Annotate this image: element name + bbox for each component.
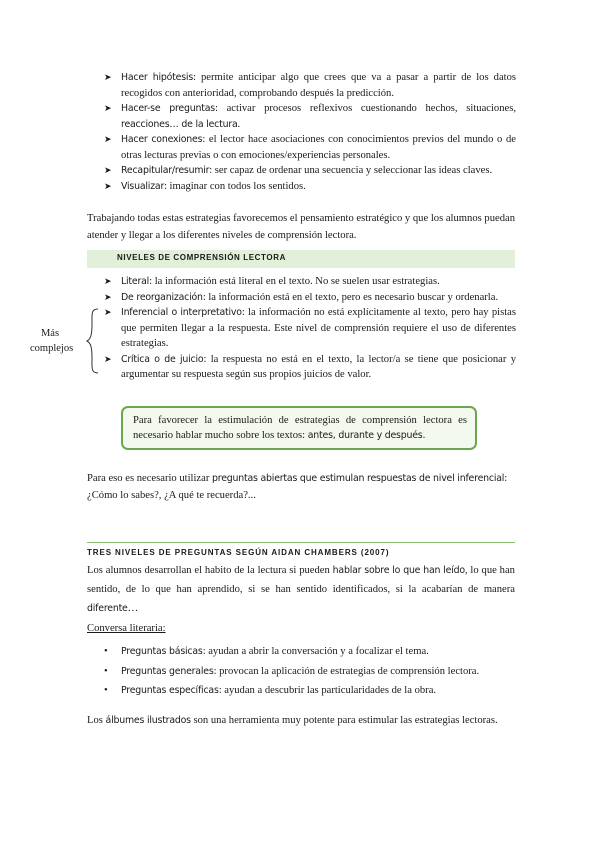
intro-paragraph: Trabajando todas estas estrategias favorecemos el pensamiento estratégico y que los alumnos puedan atender y llegar a los diferentes niveles de comprensión lectora.: [87, 213, 515, 241]
list-item: ➤ Inferencial o interpretativo: la información no está explícitamente al texto, pero hay pistas que permiten llegar a la respuesta. Este nivel de comprensión requiere el uso de diferentes estrategias.: [104, 307, 516, 349]
question-types-list: [104, 642, 516, 701]
levels-heading: NIVELES DE COMPRENSIÓN LECTORA: [87, 250, 515, 268]
list-item: ➤ De reorganización: la información está en el texto, pero es necesario buscar y ordenarla.: [104, 290, 516, 306]
questions-paragraph: Para eso es necesario utilizar preguntas abiertas que estimulan respuestas de nivel inferencial: ¿Cómo lo sabes?, ¿A qué te recuerda?...: [87, 473, 508, 501]
conversa-title: Conversa literaria:: [87, 623, 166, 634]
closing-paragraph: Los álbumes ilustrados son una herramienta muy potente para estimular las estrategias lectoras.: [87, 715, 498, 726]
list-item: ➤ Recapitular/resumir: ser capaz de ordenar una secuencia y seleccionar las ideas claves.: [104, 163, 516, 179]
arrow-bullet-icon: ➤: [104, 72, 112, 82]
bullet-dot-icon: •: [104, 646, 108, 657]
brace-icon: [86, 308, 100, 374]
list-item: • Preguntas generales: provocan la aplicación de estrategias de comprensión lectora.: [104, 662, 516, 682]
list-item: ➤ Hacer hipótesis: permite anticipar algo que crees que va a pasar a partir de los datos recogidos con anterioridad, comprobando después la predicción.: [104, 72, 517, 99]
callout-box: Para favorecer la estimulación de estrategias de comprensión lectora es necesario hablar mucho sobre los textos: antes, durante y después.: [121, 406, 477, 450]
list-item: ➤ Crítica o de juicio: la respuesta no está en el texto, la lector/a se tiene que posicionar y argumentar su respuesta según sus propios juicios de valor.: [104, 353, 517, 380]
list-item: ➤ Hacer-se preguntas: activar procesos reflexivos cuestionando hechos, situaciones, reacciones… de la lectura.: [104, 103, 516, 130]
arrow-bullet-icon: ➤: [104, 353, 112, 364]
levels-list: [104, 274, 516, 383]
complexity-label: Más complejos: [30, 328, 74, 354]
bullet-dot-icon: •: [104, 665, 108, 677]
list-item: ➤ Hacer conexiones: el lector hace asociaciones con conocimientos previos del mundo o de otras lecturas previas o con emociones/experiencias personales.: [104, 134, 516, 161]
list-item: ➤ Visualizar: imaginar con todos los sentidos.: [104, 179, 516, 195]
list-item: • Preguntas básicas: ayudan a abrir la conversación y a focalizar el tema.: [104, 642, 516, 662]
arrow-bullet-icon: ➤: [104, 276, 112, 286]
arrow-bullet-icon: ➤: [104, 134, 112, 144]
section-divider: [87, 542, 515, 543]
arrow-bullet-icon: ➤: [104, 180, 112, 191]
arrow-bullet-icon: ➤: [104, 307, 112, 317]
chambers-paragraph: Los alumnos desarrollan el habito de la lectura si pueden hablar sobre lo que han leído, lo que han sentido, de lo que han aprendido, si se han sentido identificados, si la acabarían de manera diferente…: [87, 565, 515, 614]
arrow-bullet-icon: ➤: [104, 165, 112, 175]
list-item: ➤ Literal: la información está literal en el texto. No se suelen usar estrategias.: [104, 274, 516, 290]
arrow-bullet-icon: ➤: [104, 103, 112, 113]
chambers-heading: TRES NIVELES DE PREGUNTAS SEGÚN AIDAN CHAMBERS (2007): [87, 548, 390, 557]
list-item: • Preguntas específicas: ayudan a descubrir las particularidades de la obra.: [104, 681, 516, 701]
strategy-list: [104, 70, 516, 194]
arrow-bullet-icon: ➤: [104, 291, 112, 302]
bullet-dot-icon: •: [104, 685, 108, 696]
